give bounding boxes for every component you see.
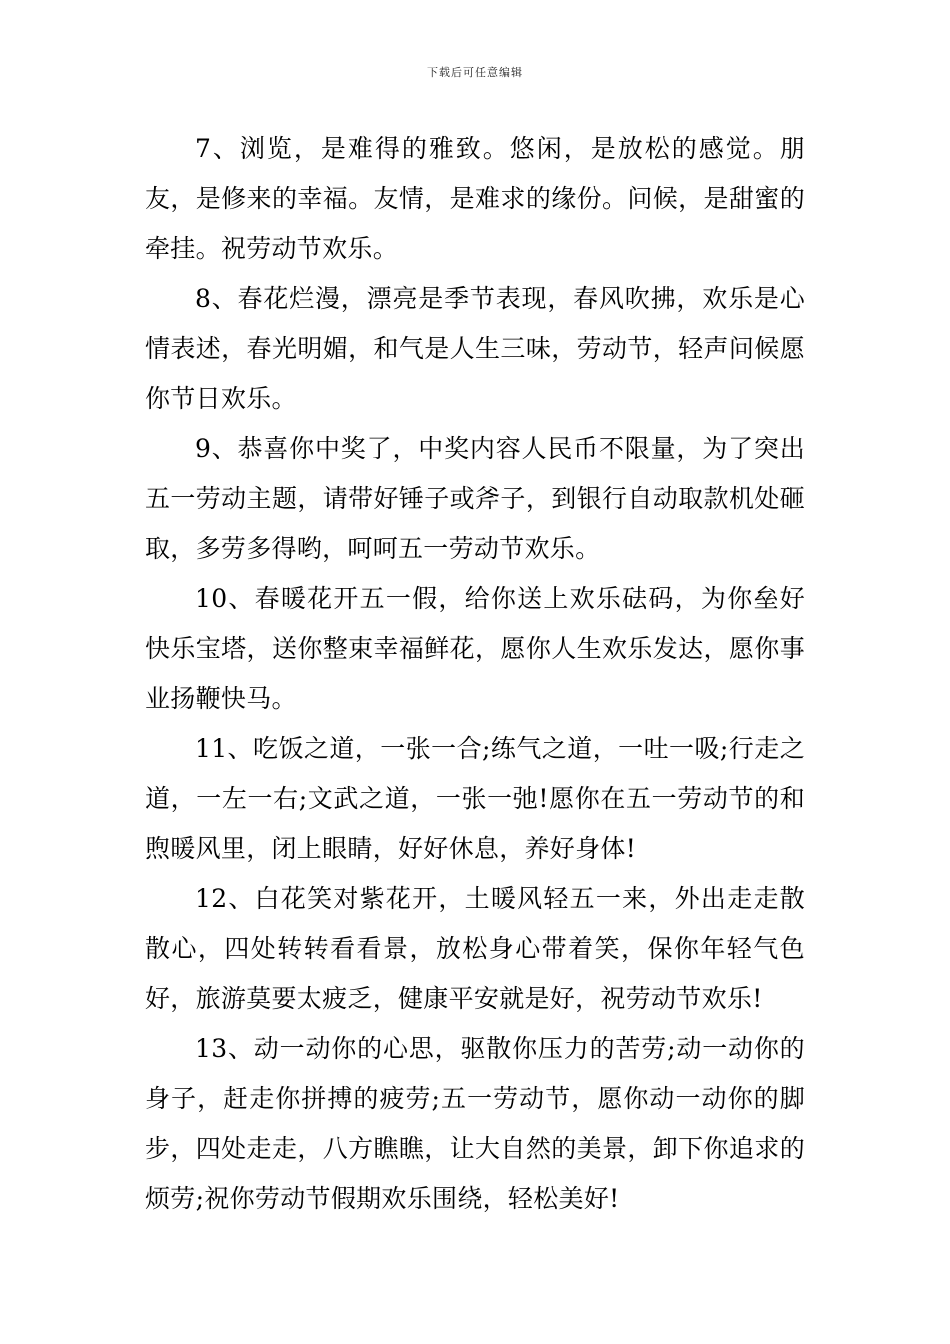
paragraph-11: 11、吃饭之道，一张一合;练气之道，一吐一吸;行走之道，一左一右;文武之道，一张一弛!愿你在五一劳动节的和煦暖风里，闭上眼睛，好好休息，养好身体! (145, 734, 805, 863)
paragraph-7: 7、浏览，是难得的雅致。悠闲，是放松的感觉。朋友，是修来的幸福。友情，是难求的缘份。问候，是甜蜜的牵挂。祝劳动节欢乐。 (145, 134, 805, 263)
paragraph-12: 12、白花笑对紫花开，土暖风轻五一来，外出走走散散心，四处转转看看景，放松身心带着笑，保你年轻气色好，旅游莫要太疲乏，健康平安就是好，祝劳动节欢乐! (145, 884, 805, 1013)
paragraph-13: 13、动一动你的心思，驱散你压力的苦劳;动一动你的身子，赶走你拼搏的疲劳;五一劳动节，愿你动一动你的脚步，四处走走，八方瞧瞧，让大自然的美景，卸下你追求的烦劳;祝你劳动节假期欢乐围绕，轻松美好! (145, 1034, 805, 1213)
paragraph-10: 10、春暖花开五一假，给你送上欢乐砝码，为你垒好快乐宝塔，送你整束幸福鲜花，愿你人生欢乐发达，愿你事业扬鞭快马。 (145, 584, 805, 713)
header-note: 下载后可任意编辑 (427, 66, 523, 79)
document-body (145, 124, 805, 1224)
paragraph-8: 8、春花烂漫，漂亮是季节表现，春风吹拂，欢乐是心情表述，春光明媚，和气是人生三味，劳动节，轻声问候愿你节日欢乐。 (145, 284, 805, 413)
paragraph-9: 9、恭喜你中奖了，中奖内容人民币不限量，为了突出五一劳动主题，请带好锤子或斧子，到银行自动取款机处砸取，多劳多得哟，呵呵五一劳动节欢乐。 (145, 434, 805, 563)
